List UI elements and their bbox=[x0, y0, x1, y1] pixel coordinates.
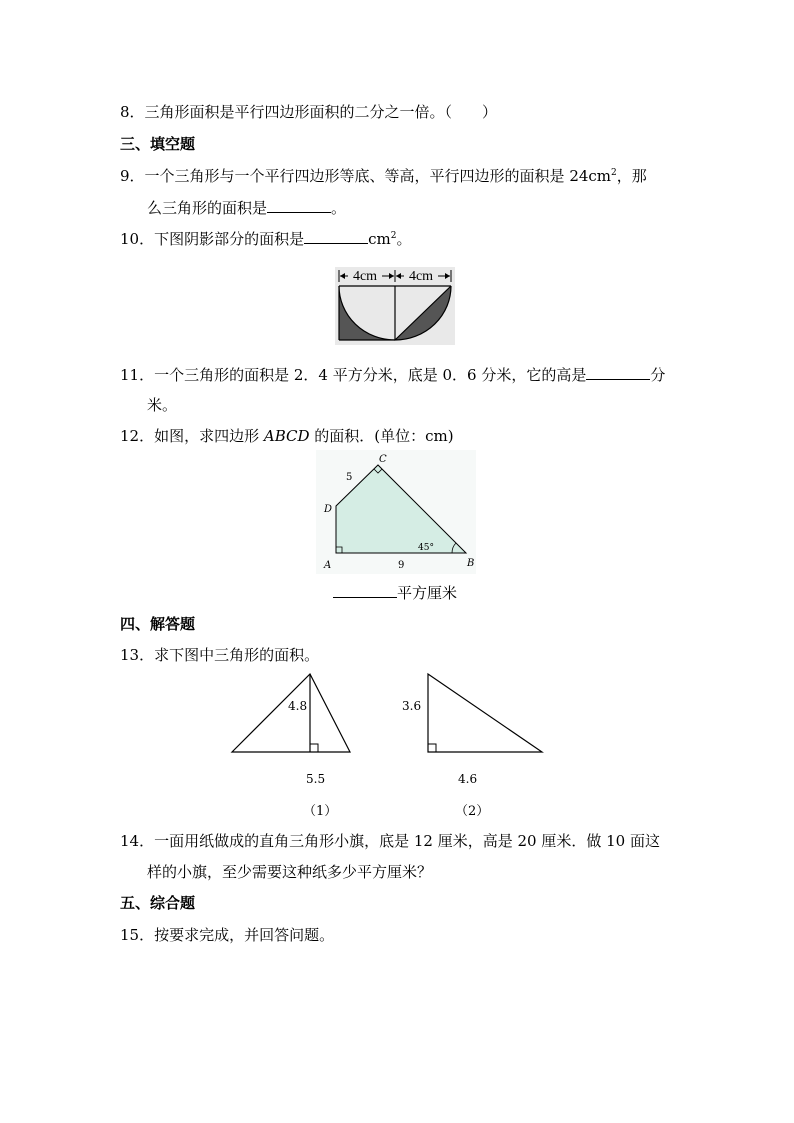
vertex-c: C bbox=[379, 454, 387, 465]
triangle-2-height: 3.6 bbox=[402, 699, 422, 713]
question-10: 10．下图阴影部分的面积是 $cm^2$。 bbox=[120, 230, 412, 248]
question-8: 8．三角形面积是平行四边形面积的二分之一倍。（ ） bbox=[120, 103, 498, 121]
answer-blank[interactable] bbox=[333, 582, 397, 598]
figure-13-triangle-1 bbox=[228, 672, 354, 756]
triangle-1-base: 5.5 bbox=[306, 772, 326, 786]
figure-10-shaded-area bbox=[334, 266, 456, 346]
question-12: 12．如图，求四边形 ABCD 的面积．(单位：cm) bbox=[120, 427, 454, 445]
angle-label: 45° bbox=[418, 543, 434, 553]
section-5-heading: 五、综合题 bbox=[120, 894, 196, 912]
figure-13-triangle-2 bbox=[398, 672, 546, 756]
vertex-a: A bbox=[324, 560, 332, 571]
figure-12-quadrilateral bbox=[316, 450, 476, 574]
question-9: 9．一个三角形与一个平行四边形等底、等高，平行四边形的面积是 $24cm^2$，那 bbox=[120, 167, 647, 185]
question-14-line2: 样的小旗，至少需要这种纸多少平方厘米？ bbox=[147, 863, 433, 881]
question-11-line2: 米。 bbox=[147, 396, 178, 414]
answer-blank[interactable] bbox=[267, 197, 331, 213]
question-15: 15．按要求完成，并回答问题。 bbox=[120, 926, 335, 944]
triangle-2-base: 4.6 bbox=[458, 772, 478, 786]
question-14: 14．一面用纸做成的直角三角形小旗，底是 12 厘米，高是 20 厘米．做 10 面这 bbox=[120, 832, 660, 850]
answer-blank[interactable] bbox=[304, 228, 368, 244]
section-4-heading: 四、解答题 bbox=[120, 615, 196, 633]
question-13: 13．求下图中三角形的面积。 bbox=[120, 646, 320, 664]
triangle-2-caption: （2） bbox=[455, 804, 490, 819]
vertex-d: D bbox=[324, 504, 333, 515]
vertex-b: B bbox=[467, 558, 475, 569]
question-11: 11．一个三角形的面积是 2．4 平方分米，底是 0．6 分米，它的高是 分 bbox=[120, 366, 666, 384]
label-left-4cm: 4cm bbox=[352, 269, 378, 284]
side-ab-label: 9 bbox=[398, 560, 405, 571]
answer-blank[interactable] bbox=[586, 364, 650, 380]
section-3-heading: 三、填空题 bbox=[120, 135, 196, 153]
question-12-answer: 平方厘米 bbox=[333, 582, 457, 603]
triangle-1-height: 4.8 bbox=[288, 699, 308, 713]
side-dc-label: 5 bbox=[346, 472, 353, 483]
question-9-line2: 么三角形的面积是 。 bbox=[147, 199, 347, 217]
label-right-4cm: 4cm bbox=[408, 269, 434, 284]
triangle-1-caption: （1） bbox=[303, 804, 338, 819]
